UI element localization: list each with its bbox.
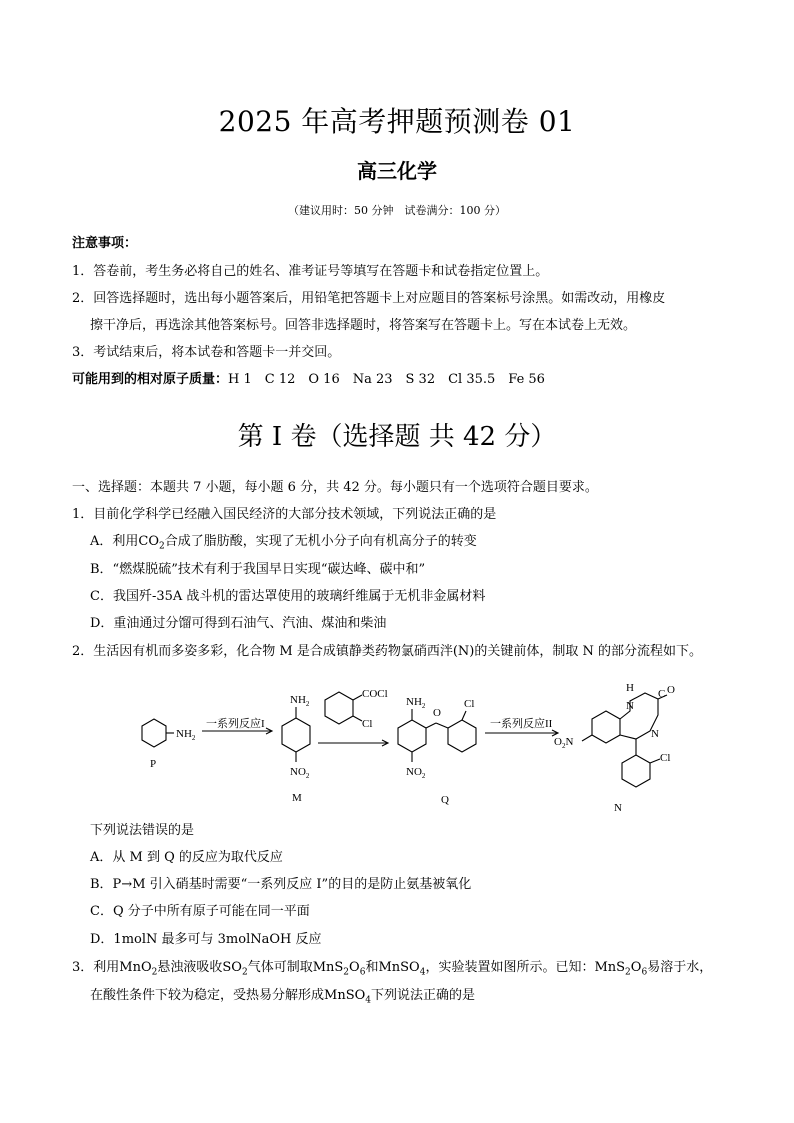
n-o-label: O [667, 684, 675, 696]
q2-option-d: D．1molN 最多可与 3molNaOH 反应 [90, 932, 322, 947]
q1-a-formula [138, 534, 165, 552]
q3-mno2: MnO$_2$ [119, 960, 158, 978]
notes-item-1: 1．答卷前，考生务必将自己的姓名、准考证号等填写在答题卡和试卷指定位置上。 [72, 264, 549, 279]
q2-option-b: B．P→M 引入硝基时需要“一系列反应 I”的目的是防止氨基被氧化 [90, 877, 472, 892]
n-o2n-label: $O_2N$ [554, 736, 574, 750]
step-1-label: 一系列反应I [206, 718, 265, 730]
q1-option-d: D．重油通过分馏可得到石油气、汽油、煤油和柴油 [90, 616, 387, 631]
q3-stem-line-1 [72, 956, 712, 978]
q1-stem: 1．目前化学科学已经融入国民经济的大部分技术领域，下列说法正确的是 [72, 507, 497, 522]
reagent-cl-label: Cl [362, 718, 373, 730]
q1-option-a [90, 530, 477, 552]
atomic-masses [72, 368, 545, 387]
reagent-cocl-label: COCl [362, 688, 388, 700]
label-p: P [150, 758, 157, 770]
q-no2-label: $NO_2$ [406, 766, 426, 780]
section-title: 第 I 卷（选择题 共 42 分） [237, 422, 557, 452]
q3-text-1: 3．利用 [72, 960, 120, 975]
q3-text-5: ，实验装置如图所示。已知： [425, 960, 595, 975]
q-right-ring [448, 720, 476, 752]
label-m: M [292, 792, 302, 804]
q3-mnso4: MnSO$_4$ [378, 960, 426, 978]
q2-option-c: C．Q 分子中所有原子可能在同一平面 [90, 904, 310, 919]
n-benzo-ring [592, 711, 620, 743]
m-nh2-label: $NH_2$ [290, 694, 310, 708]
q2-stem: 2．生活因有机而多姿多彩，化合物 M 是合成镇静类药物氯硝西泮(N)的关键前体，制取 N 的部分流程如下。 [72, 644, 703, 659]
p-benzene-ring [142, 719, 166, 747]
q-left-ring [398, 720, 426, 752]
q3-mns2o6-2: $MnS_2O_6$ [594, 960, 648, 978]
q1-a-post: 合成了脂肪酸，实现了无机小分子向有机高分子的转变 [164, 534, 477, 549]
atomic-masses-label: 可能用到的相对原子质量： [72, 372, 229, 387]
q1-a-co2: CO [138, 534, 159, 549]
p-nh2-label: $NH_2$ [176, 728, 196, 742]
q3-line2-post: 下列说法正确的是 [371, 988, 476, 1003]
n-cl-label: Cl [660, 752, 671, 764]
notes-heading: 注意事项： [72, 236, 138, 251]
m-benzene-ring [282, 718, 310, 752]
q3-mnso4-2: MnSO$_4$ [324, 988, 371, 1006]
synthesis-scheme-diagram [130, 683, 690, 843]
n-chlorophenyl-ring [622, 755, 650, 787]
step-2-label: 一系列反应II [490, 718, 553, 730]
exam-subtitle: 高三化学 [357, 159, 437, 183]
q3-line2-pre: 在酸性条件下较为稳定，受热易分解形成 [90, 988, 325, 1003]
exam-title: 2025 年高考押题预测卷 01 [218, 105, 576, 138]
q3-text-3: 气体可制取 [247, 960, 313, 975]
notes-item-2: 2．回答选择题时，选出每小题答案后，用铅笔把答题卡上对应题目的答案标号涂黑。如需改动，用橡皮 [72, 291, 666, 306]
m-no2-label: $NO_2$ [290, 766, 310, 780]
q2-prompt: 下列说法错误的是 [90, 823, 195, 838]
n-c-label: C [658, 688, 666, 700]
q1-a-pre: A．利用 [90, 534, 139, 549]
notes-item-3: 3．考试结束后，将本试卷和答题卡一并交回。 [72, 345, 341, 360]
n-h-label: H [626, 683, 634, 694]
q1-a-sub: 2 [159, 541, 165, 552]
label-n: N [614, 802, 622, 814]
q3-text-4: 和 [365, 960, 379, 975]
q3-mns2o6: $MnS_2O_6$ [312, 960, 366, 978]
q3-stem-line-2 [90, 984, 475, 1006]
section-instruction: 一、选择题：本题共 7 小题，每小题 6 分，共 42 分。每小题只有一个选项符合题目要求。 [72, 480, 598, 495]
q1-option-b: B．“燃煤脱硫”技术有利于我国早日实现“碳达峰、碳中和” [90, 562, 426, 577]
notes-item-2-cont: 擦干净后，再选涂其他答案标号。回答非选择题时，将答案写在答题卡上。写在本试卷上无效。 [90, 318, 637, 333]
n-imine-n-label: N [651, 728, 659, 740]
reagent-benzene-ring [325, 692, 353, 724]
q3-so2: $SO_2$ [222, 960, 248, 978]
q-nh2-label: $NH_2$ [406, 696, 426, 710]
time-note: （建议用时：50 分钟 试卷满分：100 分） [288, 204, 506, 217]
q3-text-2: 悬浊液吸收 [157, 960, 223, 975]
q2-option-a: A．从 M 到 Q 的反应为取代反应 [90, 850, 283, 865]
atomic-masses-values: H 1 C 12 O 16 Na 23 S 32 Cl 35.5 Fe 56 [228, 372, 545, 387]
label-q: Q [441, 794, 449, 806]
q-carbonyl-o-label: O [433, 707, 441, 719]
q3-text-6: 易溶于水， [647, 960, 713, 975]
n-nh-label: N [626, 700, 634, 712]
q-cl-label: Cl [464, 698, 475, 710]
q1-option-c: C．我国歼-35A 战斗机的雷达罩使用的玻璃纤维属于无机非金属材料 [90, 589, 486, 604]
